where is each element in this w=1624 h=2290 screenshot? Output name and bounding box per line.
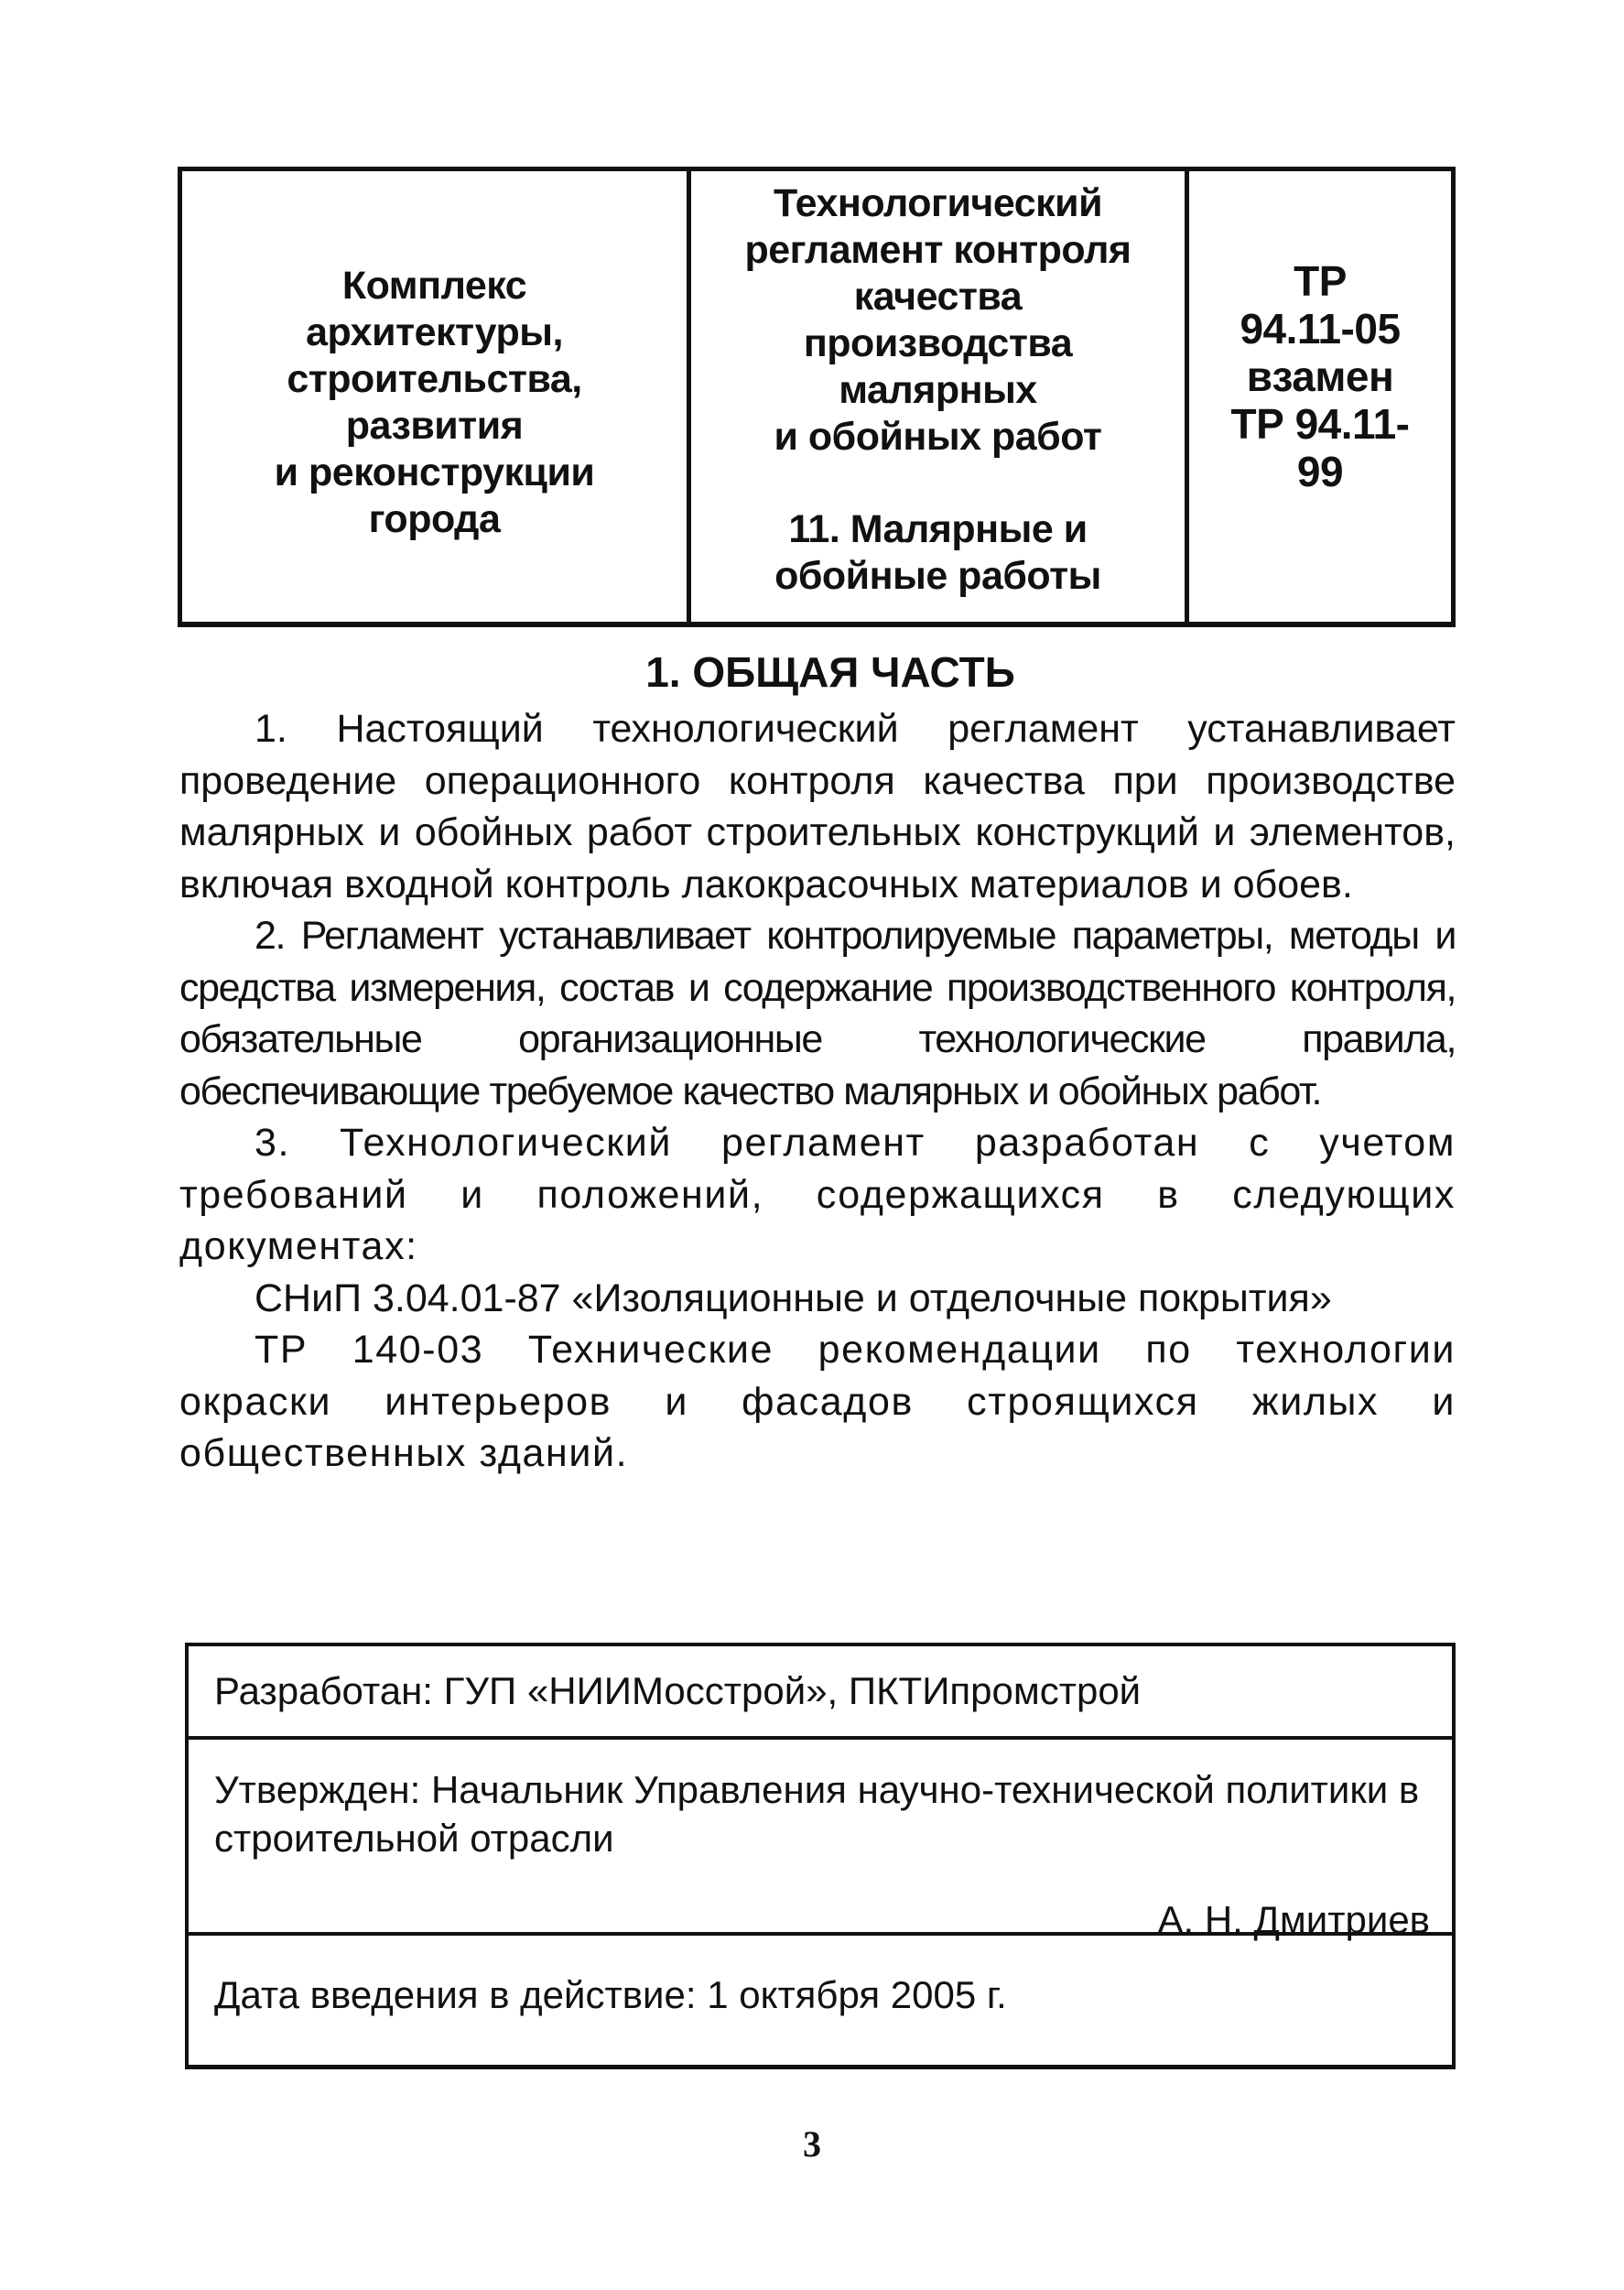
document-code-line: ТР 94.11- (1230, 400, 1410, 448)
document-code-cell (1189, 171, 1451, 622)
organization-line: Комплекс (341, 264, 527, 308)
document-code-line: ТР (1294, 257, 1347, 305)
organization-line: развития (345, 404, 524, 448)
document-title-line: качества (853, 275, 1023, 319)
document-code-line: 99 (1296, 448, 1344, 495)
organization-line: архитектуры, (306, 310, 563, 354)
effective-date-row (189, 1936, 1452, 2019)
document-title-line: и обойных работ (774, 415, 1102, 459)
document-subtitle-line: обойные работы (774, 554, 1101, 598)
approved-by-text: Утвержден: Начальник Управления научно-технической политики в строительной отрасли (214, 1768, 1420, 1860)
paragraph-2: 2. Регламент устанавливает контролируемые параметры, методы и средства измерения, состав и содержание производственного контроля, обязательные организационные технологические правила, обеспечивающие требуемое качество малярных и обойных работ. (179, 914, 1456, 1113)
organization-line: и реконструкции (274, 450, 595, 494)
signatory-name: А. Н. Дмитриев (1157, 1898, 1430, 1941)
developed-by-text: Разработан: ГУП «НИИМосстрой», ПКТИпромстрой (214, 1669, 1142, 1712)
document-title-line: малярных (839, 368, 1037, 412)
reference-snip: СНиП 3.04.01-87 «Изоляционные и отделочные покрытия» (254, 1275, 1332, 1320)
organization-line: строительства, (287, 357, 582, 401)
document-subtitle-line: 11. Малярные и (788, 507, 1088, 551)
organization-cell (182, 171, 691, 622)
document-title-line: производства (803, 321, 1073, 365)
approval-info-box (185, 1643, 1456, 2069)
approved-by-row (189, 1740, 1452, 1941)
header-table (178, 167, 1456, 627)
section-heading: 1. ОБЩАЯ ЧАСТЬ (645, 648, 1015, 696)
document-code-line: 94.11-05 (1240, 305, 1401, 353)
effective-date-text: Дата введения в действие: 1 октября 2005 г. (214, 1973, 1007, 2016)
document-code-line: взамен (1246, 353, 1394, 400)
document-title-line: регламент контроля (744, 228, 1131, 272)
body-text (179, 703, 1456, 1480)
developed-by-row (189, 1646, 1452, 1740)
reference-tr: ТР 140-03 Технические рекомендации по технологии окраски интерьеров и фасадов строящихся жилых и общественных зданий. (179, 1328, 1456, 1475)
page-number: 3 (803, 2123, 821, 2165)
paragraph-3: 3. Технологический регламент разработан с учетом требований и положений, содержащихся в следующих документах: (179, 1121, 1456, 1268)
document-title-line: Технологический (773, 181, 1103, 225)
paragraph-1: 1. Настоящий технологический регламент устанавливает проведение операционного контроля качества при производстве малярных и обойных работ строительных конструкций и элементов, включая входной контроль лакокрасочных материалов и обоев. (179, 707, 1456, 906)
organization-line: города (368, 497, 501, 541)
document-title-cell (691, 171, 1189, 622)
